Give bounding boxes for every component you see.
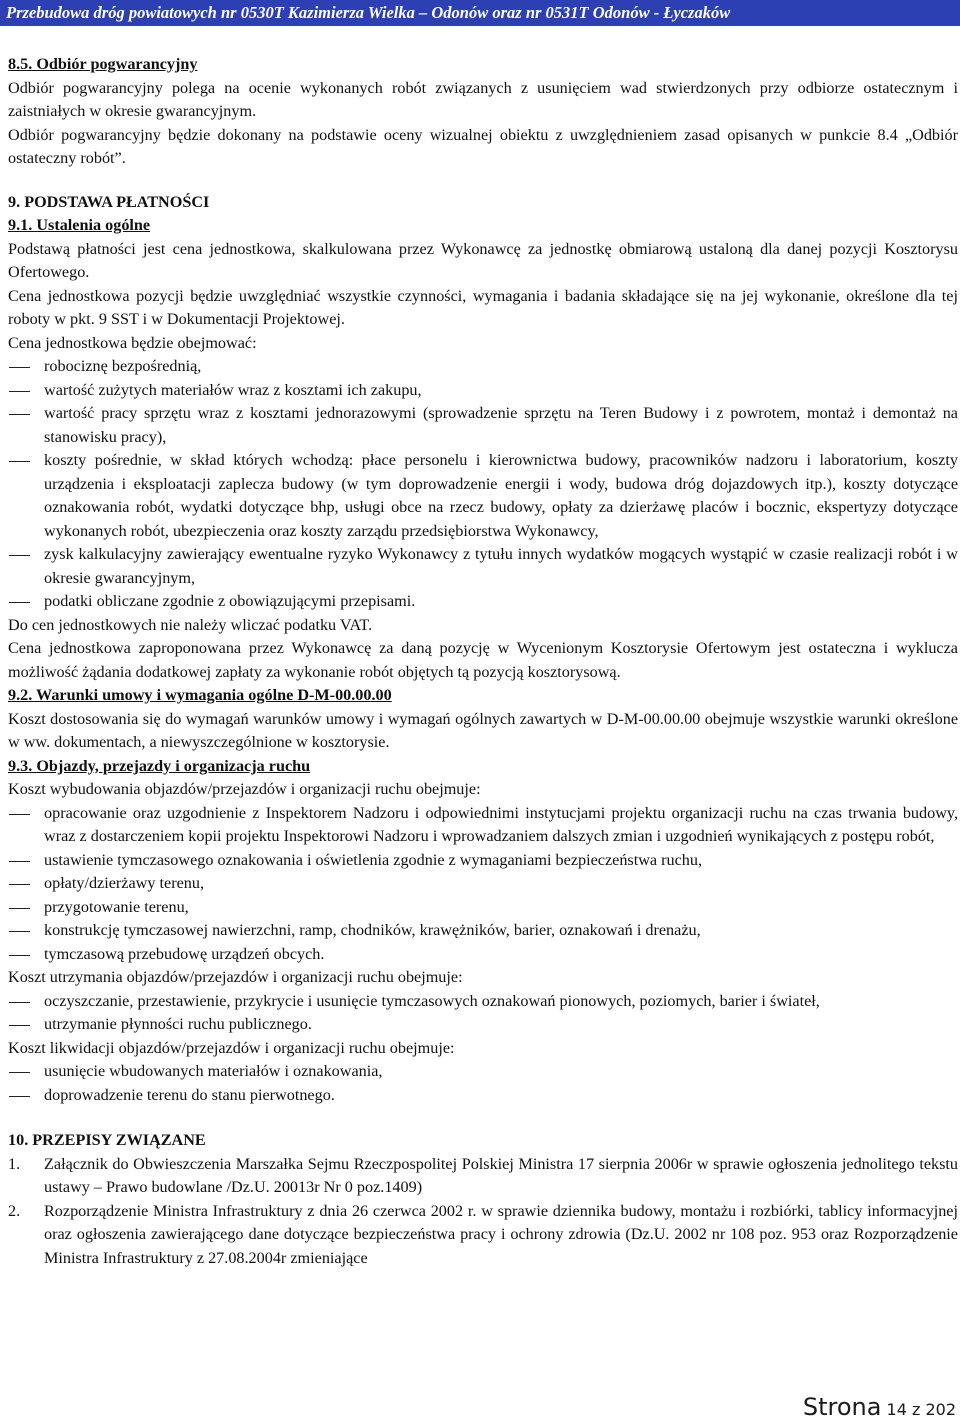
list-item: konstrukcję tymczasowej nawierzchni, ramp, chodników, krawężników, barier, oznakowań i drenażu, — [8, 919, 958, 943]
header-banner — [0, 0, 960, 26]
section-9-2-paragraph-1: Koszt dostosowania się do wymagań warunków umowy i wymagań ogólnych zawartych w D-M-00.00.00 obejmuje wszystkie warunki określone w ww. dokumentach, a niewyszczególnione w kosztorysie. — [8, 709, 958, 751]
section-9-1-paragraph-1: Podstawą płatności jest cena jednostkowa, skalkulowana przez Wykonawcę za jednostkę obmiarową ustaloną dla danej pozycji Kosztorysu Ofertowego. — [8, 239, 958, 281]
unit-price-components-list — [8, 355, 958, 614]
section-9-1-paragraph-4: Do cen jednostkowych nie należy wliczać podatku VAT. — [8, 615, 373, 634]
list-item-text: Załącznik do Obwieszczenia Marszałka Sejmu Rzeczpospolitej Polskiej Ministra 17 sierpnia 2006r w sprawie ogłoszenia jednolitego tekstu ustawy – Prawo budowlane /Dz.U. 20013r Nr 0 poz.1409) — [44, 1154, 958, 1196]
list-item — [8, 1200, 958, 1271]
section-9-1-paragraph-3: Cena jednostkowa będzie obejmować: — [8, 333, 257, 352]
list-item: przygotowanie terenu, — [8, 896, 958, 920]
list-item-number: 1. — [8, 1154, 21, 1173]
section-8-5-paragraph-1: Odbiór pogwarancyjny polega na ocenie wykonanych robót związanych z usunięciem wad stwierdzonych przy odbiorze ostatecznym i zaistniałych w okresie gwarancyjnym. — [8, 78, 958, 120]
list-item: zysk kalkulacyjny zawierający ewentualne ryzyko Wykonawcy z tytułu innych wydatków mogących wystąpić w czasie realizacji robót i w okresie gwarancyjnym, — [8, 543, 958, 590]
section-9-3-intro-1: Koszt wybudowania objazdów/przejazdów i organizacji ruchu obejmuje: — [8, 780, 481, 798]
detour-construction-list — [8, 802, 958, 967]
list-item: ustawienie tymczasowego oznakowania i oświetlenia zgodnie z wymaganiami bezpieczeństwa ruchu, — [8, 849, 958, 873]
document-body — [8, 53, 958, 1270]
section-9-1-paragraph-2: Cena jednostkowa pozycji będzie uwzględniać wszystkie czynności, wymagania i badania składające się na jej wykonanie, określone dla tej roboty w pkt. 9 SST i w Dokumentacji Projektowej. — [8, 286, 958, 328]
list-item-number: 2. — [8, 1201, 21, 1220]
list-item: robociznę bezpośrednią, — [8, 355, 958, 379]
section-9-heading: 9. PODSTAWA PŁATNOŚCI — [8, 192, 210, 211]
section-9-3-heading: 9.3. Objazdy, przejazdy i organizacja ruchu — [8, 756, 311, 775]
section-9-3-intro-2: Koszt utrzymania objazdów/przejazdów i organizacji ruchu obejmuje: — [8, 968, 463, 986]
list-item: doprowadzenie terenu do stanu pierwotnego. — [8, 1084, 958, 1108]
list-item: opracowanie oraz uzgodnienie z Inspektorem Nadzoru i odpowiednimi instytucjami projektu organizacji ruchu na czas trwania budowy, wraz z dostarczeniem kopii projektu Inspektorowi Nadzoru i wprowadzaniem dalszych zmian i uzgodnień wynikających z postępu robót, — [8, 802, 958, 849]
related-regulations-list — [8, 1153, 958, 1271]
section-9-1-paragraph-5: Cena jednostkowa zaproponowana przez Wykonawcę za daną pozycję w Wycenionym Kosztorysie Ofertowym jest ostateczna i wyklucza możliwość żądania dodatkowej zapłaty za wykonanie robót objętych tą pozycją kosztorysową. — [8, 639, 958, 681]
list-item: utrzymanie płynności ruchu publicznego. — [8, 1013, 958, 1037]
header-title: Przebudowa dróg powiatowych nr 0530T Kazimierza Wielka – Odonów oraz nr 0531T Odonów - Łyczaków — [6, 3, 731, 22]
section-9-1-heading: 9.1. Ustalenia ogólne — [8, 216, 151, 234]
list-item — [8, 1153, 958, 1200]
list-item: koszty pośrednie, w skład których wchodzą: płace personelu i kierownictwa budowy, pracowników nadzoru i laboratorium, koszty urządzenia i eksploatacji zaplecza budowy (w tym doprowadzenie energii i wody, budowa dróg dojazdowych itp.), koszty dotyczące oznakowania robót, wydatki dotyczące bhp, usługi obce na rzecz budowy, opłaty za dzierżawę placów i bocznic, ekspertyzy dotyczące wykonanych robót, ubezpieczenia oraz koszty zarządu przedsiębiorstwa Wykonawcy, — [8, 449, 958, 543]
list-item: wartość zużytych materiałów wraz z kosztami ich zakupu, — [8, 379, 958, 403]
detour-removal-list — [8, 1060, 958, 1107]
section-9-3-intro-3: Koszt likwidacji objazdów/przejazdów i organizacji ruchu obejmuje: — [8, 1038, 455, 1057]
list-item: tymczasową przebudowę urządzeń obcych. — [8, 943, 958, 967]
section-8-5-heading: 8.5. Odbiór pogwarancyjny — [8, 55, 198, 73]
page-word: Strona — [802, 1393, 882, 1421]
list-item: wartość pracy sprzętu wraz z kosztami jednorazowymi (sprowadzenie sprzętu na Teren Budowy i z powrotem, montaż i demontaż na stanowisku pracy), — [8, 402, 958, 449]
list-item: podatki obliczane zgodnie z obowiązującymi przepisami. — [8, 590, 958, 614]
section-9-2-heading: 9.2. Warunki umowy i wymagania ogólne D-M-00.00.00 — [8, 686, 392, 704]
list-item: usunięcie wbudowanych materiałów i oznakowania, — [8, 1060, 958, 1084]
section-8-5-paragraph-2: Odbiór pogwarancyjny będzie dokonany na podstawie oceny wizualnej obiektu z uwzględnieniem zasad opisanych w punkcie 8.4 „Odbiór ostateczny robót”. — [8, 125, 958, 167]
section-10-heading: 10. PRZEPISY ZWIĄZANE — [8, 1131, 206, 1149]
list-item: opłaty/dzierżawy terenu, — [8, 872, 958, 896]
list-item: oczyszczanie, przestawienie, przykrycie i usunięcie tymczasowych oznakowań pionowych, poziomych, barier i świateł, — [8, 990, 958, 1014]
detour-maintenance-list — [8, 990, 958, 1037]
page-info: 14 z 202 — [886, 1400, 956, 1419]
list-item-text: Rozporządzenie Ministra Infrastruktury z dnia 26 czerwca 2002 r. w sprawie dziennika budowy, montażu i rozbiórki, tablicy informacyjnej oraz ogłoszenia zawierającego dane dotyczące bezpieczeństwa pracy i ochrony zdrowia (Dz.U. 2002 nr 108 poz. 953 oraz Rozporządzenie Ministra Infrastruktury z 27.08.2004r zmieniające — [44, 1201, 958, 1267]
page-number-footer — [803, 1393, 956, 1421]
